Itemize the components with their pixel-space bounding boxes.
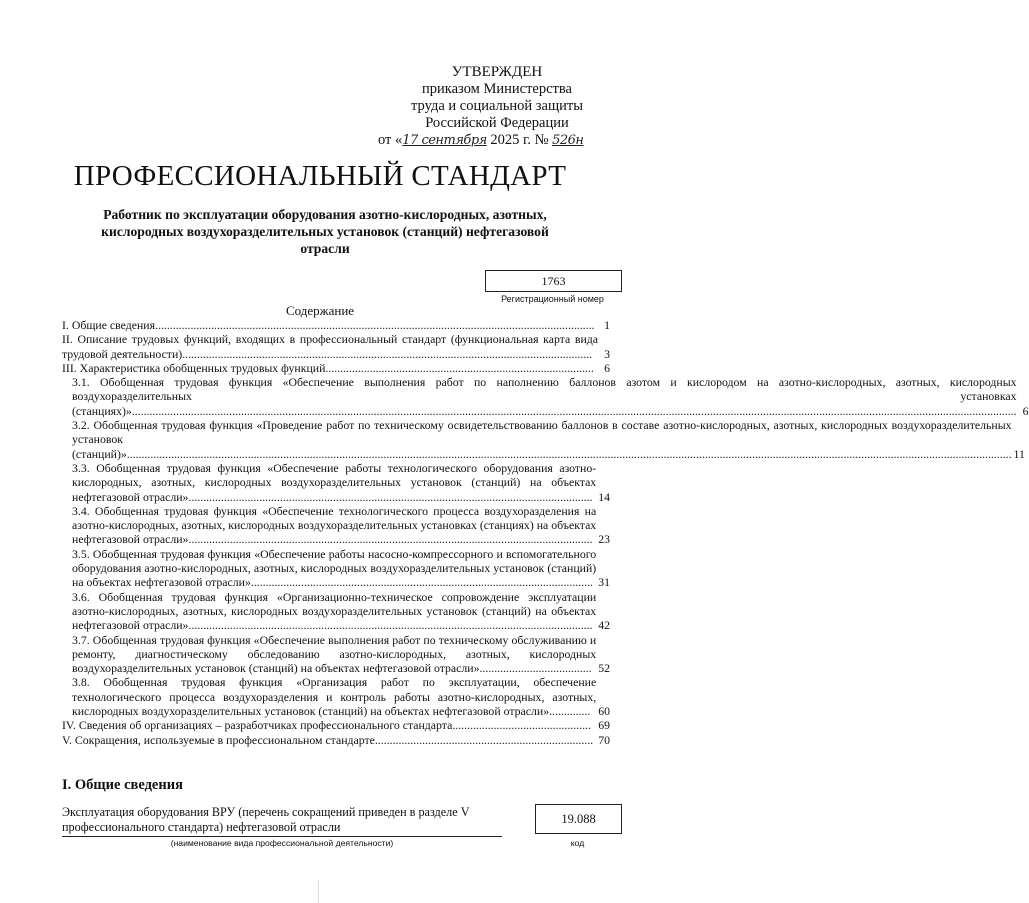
toc-entry-text: V. Сокращения, используемые в профессиональном стандарте.......................................................................... bbox=[62, 732, 594, 747]
toc-entry-page: 1 bbox=[604, 318, 610, 332]
toc-entry bbox=[62, 418, 1025, 461]
toc-entry bbox=[62, 633, 610, 676]
toc-entry bbox=[62, 590, 610, 633]
activity-code-label: код bbox=[570, 838, 585, 848]
toc-entry-page: 70 bbox=[598, 732, 610, 747]
activity-kind-label: (наименование вида профессиональной деятельности) bbox=[170, 838, 394, 848]
toc-entry-text: III. Характеристика обобщенных трудовых функций........................................................................................... bbox=[62, 360, 594, 375]
toc-entry-page: 6 bbox=[604, 360, 610, 375]
toc-entry-text: 3.5. Обобщенная трудовая функция «Обеспечение работы насосно-компрессорного и вспомогательного оборудования азотно-кислородных, азотных, кислородных воздухоразделительных установок (станций) на объектах нефтегазовой отрасли».................................................................................................................... bbox=[72, 546, 597, 590]
table-of-contents bbox=[62, 318, 1029, 747]
toc-entry bbox=[62, 361, 610, 375]
toc-entry-text: II. Описание трудовых функций, входящих в профессиональный стандарт (функциональная карта вида трудовой деятельности)........................................................................................................................................... bbox=[62, 332, 598, 361]
toc-entry bbox=[62, 375, 1029, 418]
date-suffix: 2025 г. № bbox=[490, 132, 549, 148]
dot-leader: ......................................................................................................................................... bbox=[188, 532, 593, 547]
toc-entry bbox=[62, 718, 610, 732]
toc-entry-text: 3.8. Обобщенная трудовая функция «Организация работ по эксплуатации, обеспечение технологического процесса воздухоразделения и контроль работы азотно-кислородных, азотных, кислородных воздухоразделительных установок (станций) на объектах нефтегазовой отрасли».............. bbox=[72, 675, 597, 719]
handwritten-date: 17 сентября bbox=[402, 133, 487, 148]
handwritten-number: 526н bbox=[552, 133, 584, 148]
approval-line: Российской Федерации bbox=[425, 115, 569, 131]
toc-entry-text: 3.6. Обобщенная трудовая функция «Организационно-техническое сопровождение эксплуатации азотно-кислородных, азотных, кислородных воздухоразделительных установок (станций) на объектах нефтегазовой отрасли»......................................................................................................................................... bbox=[72, 589, 597, 633]
toc-entry-page: 31 bbox=[598, 575, 610, 590]
toc-entry bbox=[62, 675, 610, 718]
toc-entry-text: 3.2. Обобщенная трудовая функция «Проведение работ по техническому освидетельствованию баллонов в составе азотно-кислородных, азотных, кислородных воздухоразделительных установок (станций)»............................................................................................................................................................................................................................................................................................................ bbox=[72, 418, 1012, 461]
activity-kind-text: Эксплуатация оборудования ВРУ (перечень сокращений приведен в разделе V профессионального стандарта) нефтегазовой отрасли bbox=[62, 805, 502, 837]
dot-leader: ............................................................................................................................................................................................................................................................................................................ bbox=[126, 446, 1012, 461]
toc-entry-page: 60 bbox=[598, 704, 610, 719]
dot-leader: ........................................................................................... bbox=[325, 360, 594, 375]
dot-leader: .............. bbox=[549, 704, 591, 719]
approval-line: труда и социальной защиты bbox=[411, 98, 583, 114]
approval-date-line bbox=[378, 132, 622, 149]
toc-entry-page: 52 bbox=[598, 661, 610, 676]
toc-entry-page: 23 bbox=[598, 532, 610, 547]
approval-stamp bbox=[372, 64, 622, 149]
toc-entry-text: IV. Сведения об организациях – разработчиках профессионального стандарта............................................... bbox=[62, 718, 591, 733]
toc-entry-text: 3.1. Обобщенная трудовая функция «Обеспечение выполнения работ по наполнению баллонов азотом и кислородом на азотно-кислородных, азотных, кислородных воздухоразделительных установках (станциях)»............................................................................................................................................................................................................................................................................................................ bbox=[72, 375, 1017, 418]
approval-line: приказом Министерства bbox=[422, 81, 572, 97]
document-title: ПРОФЕССИОНАЛЬНЫЙ СТАНДАРТ bbox=[73, 160, 567, 192]
toc-entry-page: 11 bbox=[1013, 446, 1025, 461]
registration-label: Регистрационный номер bbox=[501, 294, 604, 304]
section-heading: I. Общие сведения bbox=[62, 777, 183, 793]
dot-leader: ......................................................................................................................................... bbox=[188, 618, 593, 633]
dot-leader: ........................................................................................................................................... bbox=[182, 346, 593, 361]
toc-entry-page: 42 bbox=[598, 618, 610, 633]
toc-entry bbox=[62, 733, 610, 747]
toc-heading: Содержание bbox=[285, 303, 355, 318]
document-subtitle: Работник по эксплуатации оборудования азотно-кислородных, азотных, кислородных воздухоразделительных установок (станций) нефтегазовой отрасли bbox=[101, 207, 549, 256]
toc-entry bbox=[62, 332, 610, 361]
dot-leader: ......................................................................................................................................... bbox=[188, 489, 593, 504]
dot-leader: ..................................................................................................................................................... bbox=[155, 318, 595, 332]
toc-entry-page: 14 bbox=[598, 489, 610, 504]
toc-entry bbox=[62, 547, 610, 590]
toc-entry bbox=[62, 461, 610, 504]
toc-entry-text: 3.7. Обобщенная трудовая функция «Обеспечение выполнения работ по техническому обслуживанию и ремонту, диагностическому обследованию азотно-кислородных, азотных, кислородных воздухоразделительных установок (станций) на объектах нефтегазовой отрасли»...................................... bbox=[72, 632, 597, 676]
activity-code-box: 19.088 bbox=[535, 804, 622, 834]
toc-entry-text: 3.4. Обобщенная трудовая функция «Обеспечение технологического процесса воздухоразделения на азотно-кислородных, азотных, кислородных воздухоразделительных установках (станциях) на объектах нефтегазовой отрасли»......................................................................................................................................... bbox=[72, 503, 597, 547]
toc-entry-text: I. Общие сведения..................................................................................................................................................... bbox=[62, 318, 595, 332]
approval-title: УТВЕРЖДЕН bbox=[451, 64, 543, 80]
toc-entry-page: 3 bbox=[604, 346, 610, 361]
dot-leader: .......................................................................... bbox=[374, 732, 594, 747]
toc-entry-page: 6 bbox=[1022, 403, 1029, 418]
toc-entry-text: 3.3. Обобщенная трудовая функция «Обеспечение работы технологического оборудования азотно-кислородных, азотных, кислородных воздухоразделительных установок (станций) на объектах нефтегазовой отрасли»......................................................................................................................................... bbox=[72, 460, 597, 504]
dot-leader: .................................................................................................................... bbox=[250, 575, 593, 590]
toc-entry bbox=[62, 504, 610, 547]
toc-entry-page: 69 bbox=[598, 718, 610, 733]
dot-leader: ...................................... bbox=[479, 661, 592, 676]
page-fold-mark bbox=[318, 880, 319, 903]
dot-leader: ............................................... bbox=[452, 718, 591, 733]
registration-number-box: 1763 bbox=[485, 270, 622, 292]
toc-entry bbox=[62, 318, 610, 332]
date-prefix: от « bbox=[378, 132, 403, 148]
dot-leader: ............................................................................................................................................................................................................................................................................................................ bbox=[131, 403, 1017, 418]
